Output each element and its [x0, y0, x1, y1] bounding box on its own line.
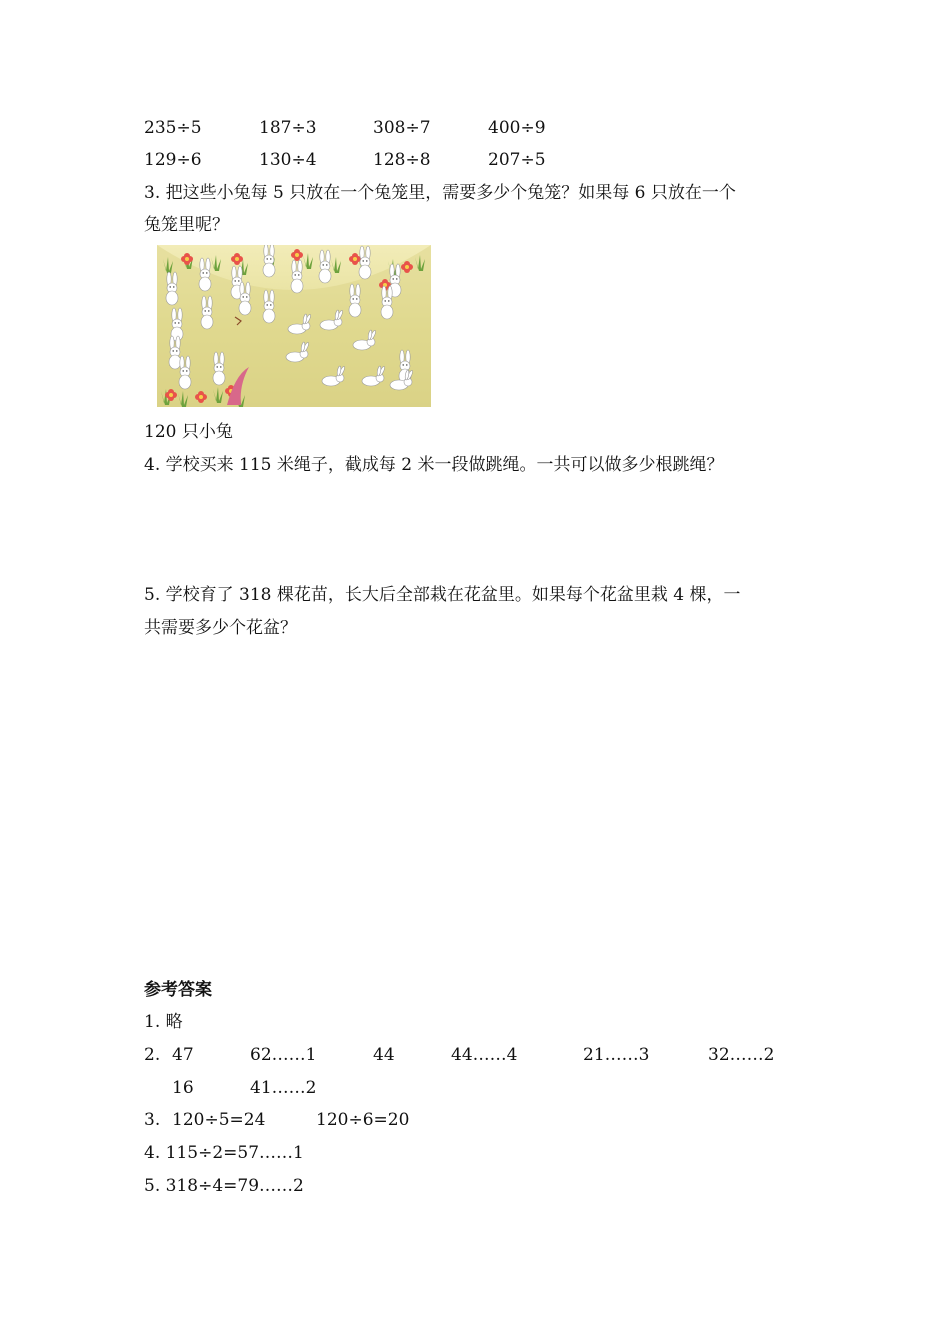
question-4: 4. 学校买来 115 米绳子，截成每 2 米一段做跳绳。一共可以做多少根跳绳？ [144, 455, 724, 475]
answer-2-value: 32……2 [708, 1045, 775, 1065]
answer-2-value: 21……3 [583, 1045, 650, 1065]
question-3-caption: 120 只小兔 [144, 422, 233, 442]
division-exercise: 235÷5 [144, 118, 202, 138]
answer-2-value: 62……1 [250, 1045, 317, 1065]
answer-2-value: 41……2 [250, 1078, 317, 1098]
question-5-line-2: 共需要多少个花盆？ [144, 618, 297, 638]
answer-2-value: 44……4 [451, 1045, 518, 1065]
division-exercise: 130÷4 [259, 150, 317, 170]
answer-2-value: 44 [373, 1045, 395, 1065]
question-3-line-2: 兔笼里呢？ [144, 215, 229, 235]
answer-2-value: 47 [172, 1045, 194, 1065]
answer-5: 5. 318÷4=79……2 [144, 1176, 304, 1196]
question-3-line-1: 3. 把这些小兔每 5 只放在一个兔笼里，需要多少个兔笼？如果每 6 只放在一个 [144, 183, 736, 203]
division-exercise: 129÷6 [144, 150, 202, 170]
division-exercise: 308÷7 [373, 118, 431, 138]
division-exercise: 128÷8 [373, 150, 431, 170]
answer-3-label: 3. [144, 1110, 161, 1130]
answer-1: 1. 略 [144, 1012, 183, 1032]
division-exercise: 400÷9 [488, 118, 546, 138]
question-5-line-1: 5. 学校育了 318 棵花苗，长大后全部栽在花盆里。如果每个花盆里栽 4 棵，一 [144, 585, 741, 605]
answer-2-value: 16 [172, 1078, 194, 1098]
answer-3-value: 120÷6=20 [316, 1110, 410, 1130]
division-exercise: 207÷5 [488, 150, 546, 170]
division-exercise: 187÷3 [259, 118, 317, 138]
answer-3-value: 120÷5=24 [172, 1110, 266, 1130]
answers-heading: 参考答案 [144, 980, 212, 1000]
answer-4: 4. 115÷2=57……1 [144, 1143, 304, 1163]
answer-2-label: 2. [144, 1045, 161, 1065]
rabbits-illustration [157, 245, 431, 407]
